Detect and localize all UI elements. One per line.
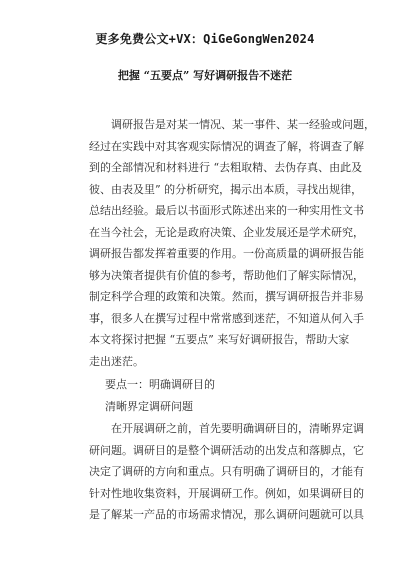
paragraph-line: 到的全部情况和材料进行 “去粗取精、去伪存真、由此及 bbox=[89, 161, 363, 174]
paragraph-line: 决定了调研的方向和重点。只有明确了调研目的，才能有 bbox=[89, 465, 364, 478]
document-title: 把握 “五要点” 写好调研报告不迷茫 bbox=[117, 69, 293, 82]
paragraph-line: 在开展调研之前，首先要明确调研目的，清晰界定调 bbox=[111, 422, 364, 435]
paragraph-line: 调研报告是对某一情况、某一事件、某一经验或问题， bbox=[111, 118, 375, 131]
paragraph-line: 走出迷茫。 bbox=[89, 354, 144, 368]
paragraph-line: 经过在实践中对其客观实际情况的调查了解，将调查了解 bbox=[89, 139, 364, 153]
paragraph-line: 总结出经验。最后以书面形式陈述出来的一种实用性文书 bbox=[89, 204, 364, 217]
paragraph-section1 bbox=[89, 418, 364, 526]
paragraph-line: 制定科学合理的政策和决策。然而，撰写调研报告并非易 bbox=[89, 290, 364, 303]
paragraph-line: 研问题。调研目的是整个调研活动的出发点和落脚点，它 bbox=[89, 443, 364, 457]
paragraph-line: 调研报告都发挥着重要的作用。一份高质量的调研报告能 bbox=[89, 247, 364, 260]
watermark-header: 更多免费公文+VX：QiGeGongWen2024 bbox=[95, 32, 315, 46]
paragraph-line: 彼、由表及里” 的分析研究，揭示出本质，寻找出规律， bbox=[89, 182, 363, 196]
paragraph-line: 在当今社会，无论是政府决策、企业发展还是学术研究， bbox=[89, 225, 364, 239]
paragraph-line: 本文将探讨把握 “五要点” 来写好调研报告，帮助大家 bbox=[89, 333, 350, 346]
paragraph-line: 够为决策者提供有价值的参考，帮助他们了解实际情况， bbox=[89, 268, 364, 282]
paragraph-line: 针对性地收集资料，开展调研工作。例如，如果调研目的 bbox=[89, 486, 364, 500]
paragraph-line: 事，很多人在撰写过程中常常感到迷茫，不知道从何入手 bbox=[89, 311, 364, 325]
paragraph-intro bbox=[89, 114, 375, 372]
paragraph-line: 是了解某一产品的市场需求情况，那么调研问题就可以具 bbox=[89, 508, 364, 521]
section-heading: 要点一：明确调研目的 bbox=[105, 378, 215, 391]
section-subheading: 清晰界定调研问题 bbox=[105, 400, 193, 413]
